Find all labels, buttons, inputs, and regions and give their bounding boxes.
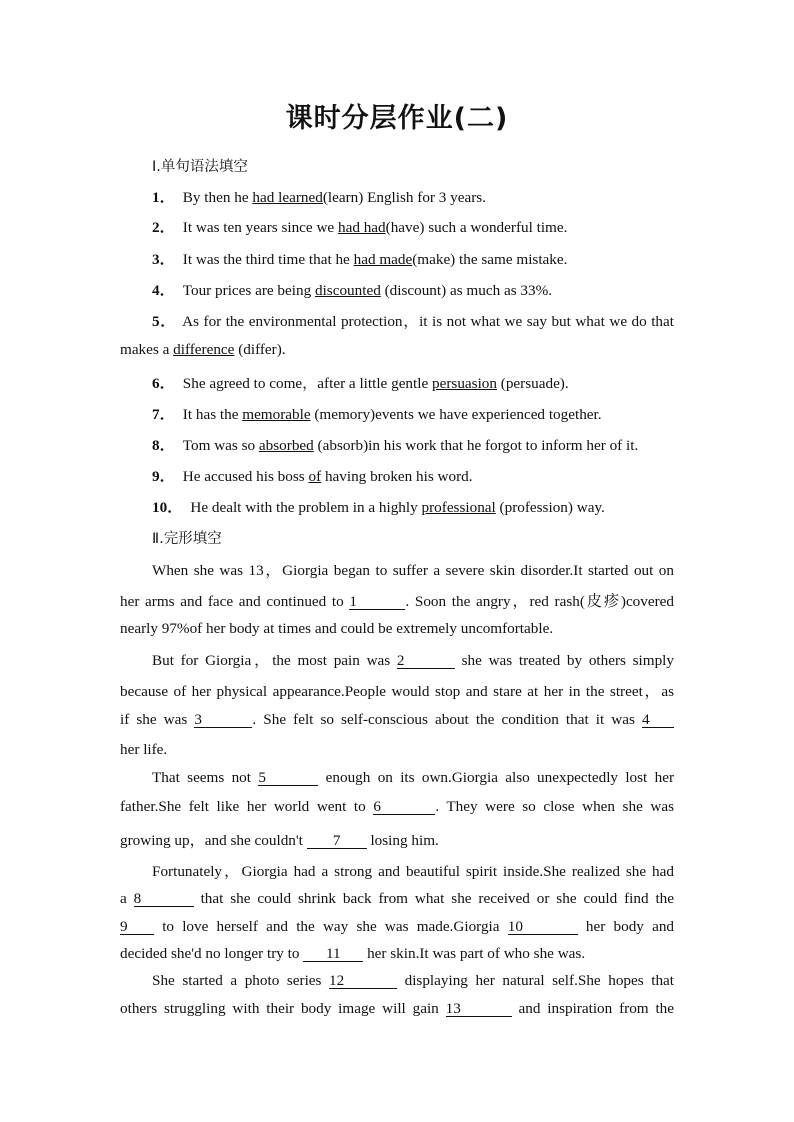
answer: of: [308, 468, 322, 485]
question-2: 2． It was ten years since we had had(have) such a wonderful time.: [152, 219, 568, 236]
answer: persuasion: [432, 375, 497, 392]
question-1: 1． By then he had learned(learn) English for 3 years.: [152, 189, 487, 206]
section-heading-grammar: Ⅰ.单句语法填空: [152, 159, 248, 175]
answer: absorbed: [258, 437, 314, 454]
cloze-blank-6[interactable]: 6: [373, 799, 435, 815]
paragraph-line: nearly 97%of her body at times and could be extremely uncomfortable.: [120, 620, 554, 637]
question-number: 5．: [152, 313, 177, 330]
cloze-blank-13[interactable]: 13: [446, 1001, 512, 1017]
question-3: 3． It was the third time that he had made(make) the same mistake.: [152, 251, 568, 268]
answer: professional: [421, 499, 496, 516]
question-number: 8．: [152, 437, 175, 454]
question-9: 9． He accused his boss of having broken his word.: [152, 468, 473, 485]
question-number: 7．: [152, 406, 175, 423]
cloze-blank-12[interactable]: 12: [329, 973, 397, 989]
answer: discounted: [314, 282, 381, 299]
question-6: 6． She agreed to come，after a little gentle persuasion (persuade).: [152, 375, 569, 392]
page-title: 课时分层作业(二): [285, 103, 509, 134]
paragraph-line: When she was 13，Giorgia began to suffer a severe skin disorder.It started out on: [152, 562, 674, 579]
paragraph-line: growing up，and she couldn't 7 losing him.: [120, 832, 439, 849]
cloze-blank-4[interactable]: 4: [642, 712, 674, 728]
question-7: 7． It has the memorable (memory)events we have experienced together.: [152, 406, 602, 423]
question-10: 10． He dealt with the problem in a highly professional (profession) way.: [152, 499, 605, 516]
question-number: 6．: [152, 375, 175, 392]
answer: difference: [173, 341, 235, 358]
cloze-blank-2[interactable]: 2: [397, 653, 455, 669]
answer: memorable: [242, 406, 311, 423]
cloze-blank-1[interactable]: 1: [349, 594, 405, 610]
paragraph-line: But for Giorgia，the most pain was 2 she was treated by others simply: [152, 652, 674, 669]
cloze-blank-10[interactable]: 10: [508, 919, 578, 935]
paragraph-line: decided she'd no longer try to 11 her skin.It was part of who she was.: [120, 945, 586, 962]
answer: had made: [353, 251, 413, 268]
question-number: 9．: [152, 468, 175, 485]
cloze-blank-9[interactable]: 9: [120, 919, 154, 935]
question-4: 4． Tour prices are being discounted (discount) as much as 33%.: [152, 282, 553, 299]
section-heading-cloze: Ⅱ.完形填空: [152, 531, 222, 547]
cloze-blank-11[interactable]: 11: [303, 946, 363, 962]
paragraph-line: Fortunately，Giorgia had a strong and beautiful spirit inside.She realized she had: [152, 863, 674, 880]
paragraph-line: father.She felt like her world went to 6 . They were so close when she was: [120, 798, 674, 815]
cloze-blank-5[interactable]: 5: [258, 770, 318, 786]
paragraph-line: because of her physical appearance.People would stop and stare at her in the street，as: [120, 683, 674, 700]
cloze-blank-7[interactable]: 7: [307, 833, 367, 849]
question-number: 2．: [152, 219, 175, 236]
question-number: 1．: [152, 189, 175, 206]
paragraph-line: her life.: [120, 741, 168, 758]
paragraph-line: 9 to love herself and the way she was made.Giorgia 10 her body and: [120, 918, 675, 935]
paragraph-line: She started a photo series 12 displaying her natural self.She hopes that: [152, 972, 675, 989]
question-8: 8． Tom was so absorbed (absorb)in his work that he forgot to inform her of it.: [152, 437, 639, 454]
paragraph-line: a 8 that she could shrink back from what she received or she could find the: [120, 890, 675, 907]
question-number: 10．: [152, 499, 183, 516]
question-5-line-2: makes a difference (differ).: [120, 341, 286, 358]
paragraph-line: That seems not 5 enough on its own.Giorgia also unexpectedly lost her: [152, 769, 674, 786]
paragraph-line: others struggling with their body image will gain 13 and inspiration from the: [120, 1000, 675, 1017]
answer: had had: [337, 219, 386, 236]
question-number: 3．: [152, 251, 175, 268]
paragraph-line: her arms and face and continued to 1 . Soon the angry，red rash(皮疹)covered: [120, 593, 675, 610]
cloze-blank-3[interactable]: 3: [194, 712, 252, 728]
question-number: 4．: [152, 282, 175, 299]
cloze-blank-8[interactable]: 8: [134, 891, 194, 907]
question-5-line-1: 5． As for the environmental protection，it is not what we say but what we do that: [152, 313, 674, 330]
answer: had learned: [252, 189, 323, 206]
paragraph-line: if she was 3 . She felt so self-conscious about the condition that it was 4: [120, 711, 674, 729]
